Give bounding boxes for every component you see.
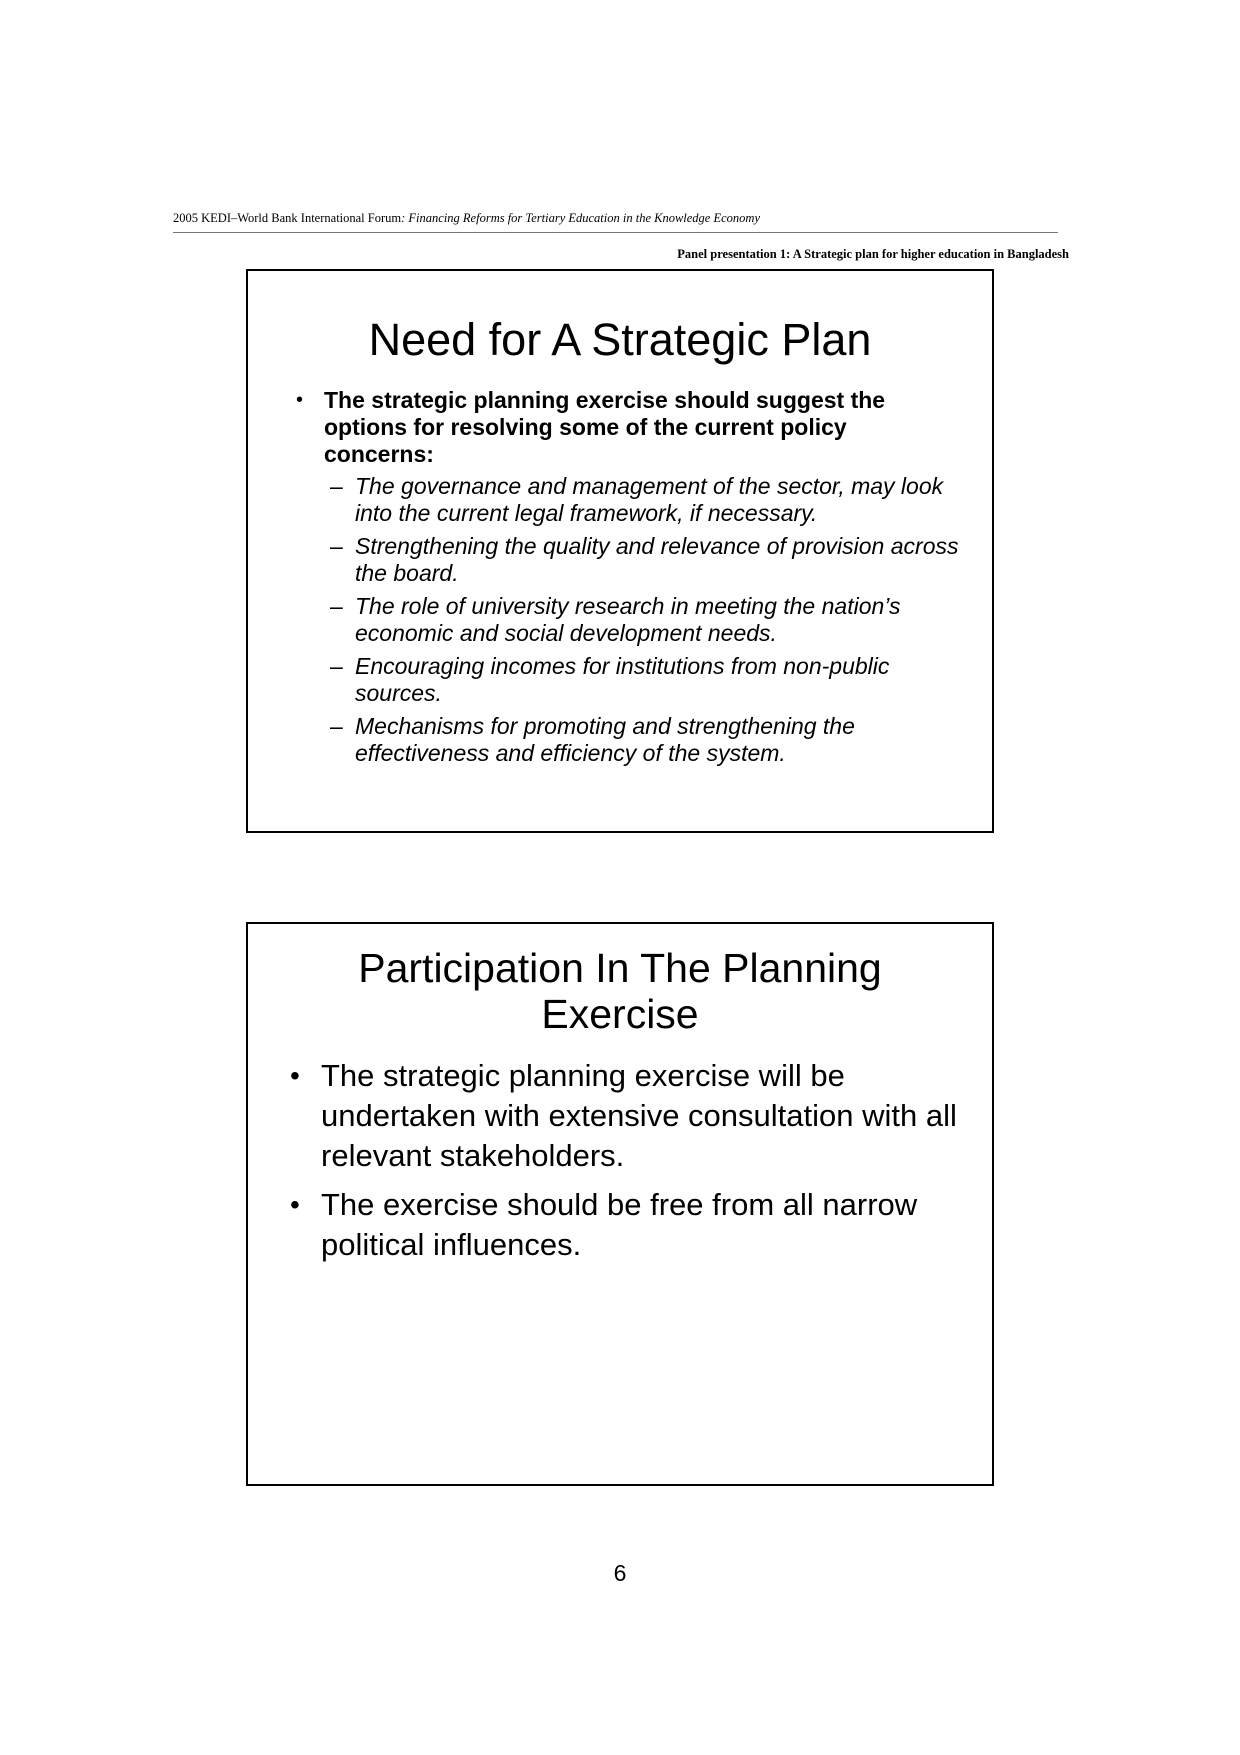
slide-title-line1: Participation In The Planning [358, 945, 882, 991]
bullet-list [296, 387, 962, 767]
bullet-text: The strategic planning exercise will be undertaken with extensive consultation with all relevant stakeholders. [321, 1057, 957, 1173]
header-rule [173, 232, 1058, 233]
sub-bullet-item [330, 533, 962, 587]
bullet-item [290, 1185, 962, 1265]
sub-bullet-text: Encouraging incomes for institutions from non-public sources. [355, 653, 890, 707]
dash-mark: – [330, 653, 343, 680]
bullet-text: The strategic planning exercise should suggest the options for resolving some of the current policy concerns: [324, 387, 886, 468]
bullet-mark: • [290, 1188, 300, 1220]
sub-bullet-item [330, 473, 962, 527]
sub-bullet-item [330, 713, 962, 767]
slide-title-line2: Exercise [541, 990, 699, 1037]
bullet-text: The exercise should be free from all narrow political influences. [321, 1186, 918, 1262]
slide-title: Need for A Strategic Plan [368, 314, 872, 365]
forum-prefix: 2005 KEDI–World Bank International Forum [173, 211, 402, 225]
running-header-forum [173, 211, 760, 226]
slide-title [248, 946, 992, 1038]
sub-bullet-item [330, 593, 962, 647]
page-number: 6 [613, 1560, 627, 1586]
dash-mark: – [330, 593, 343, 620]
slide-need-for-strategic-plan [246, 269, 994, 833]
sub-bullet-text: Mechanisms for promoting and strengthening the effectiveness and efficiency of the system. [355, 713, 855, 767]
slide-participation-in-planning [246, 922, 994, 1486]
sub-bullet-text: The governance and management of the sector, may look into the current legal framework, if necessary. [355, 473, 944, 527]
dash-mark: – [330, 533, 343, 560]
bullet-item [290, 1056, 962, 1176]
sub-bullet-text: Strengthening the quality and relevance of provision across the board. [355, 533, 959, 587]
bullet-mark: • [296, 389, 304, 412]
bullet-item [296, 387, 962, 767]
bullet-list [290, 1056, 962, 1265]
dash-mark: – [330, 473, 343, 500]
dash-mark: – [330, 713, 343, 740]
sub-bullet-text: The role of university research in meeting the nation’s economic and social development needs. [355, 593, 901, 647]
bullet-mark: • [290, 1059, 300, 1091]
sub-bullet-list [324, 473, 962, 767]
sub-bullet-item [330, 653, 962, 707]
running-header-panel: Panel presentation 1: A Strategic plan for higher education in Bangladesh [677, 247, 1069, 261]
forum-title: : Financing Reforms for Tertiary Education in the Knowledge Economy [401, 211, 760, 225]
